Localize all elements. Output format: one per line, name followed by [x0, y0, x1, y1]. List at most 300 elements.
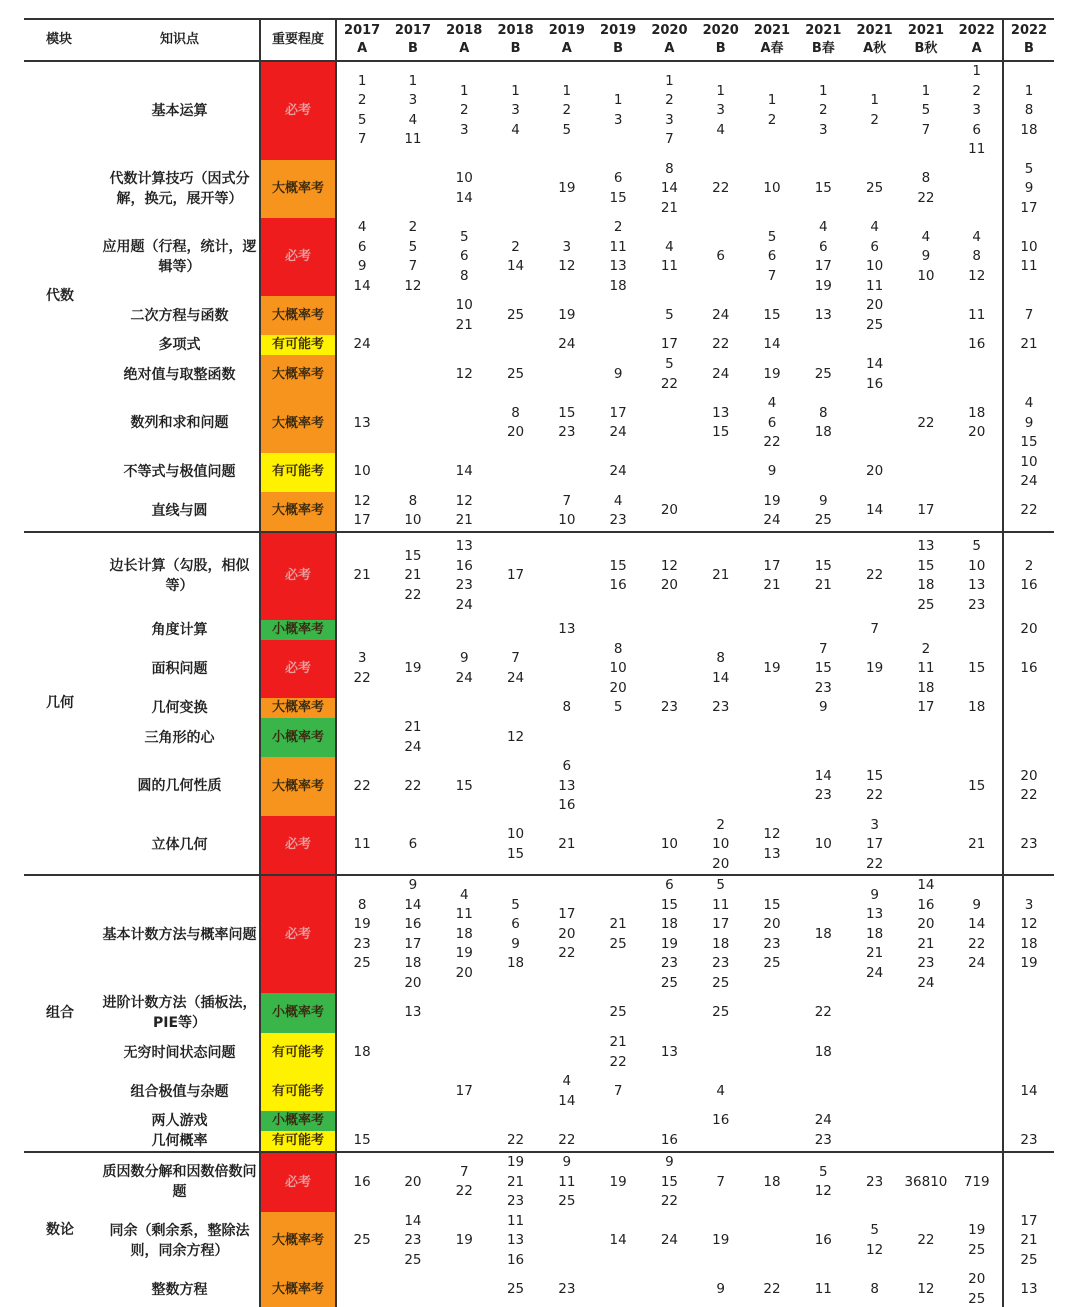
- header-year: 2021: [805, 23, 842, 38]
- problem-numbers-cell: [490, 355, 541, 394]
- knowledge-point: 代数计算技巧（因式分解，换元，展开等）: [109, 170, 250, 207]
- problem-number: 23: [506, 1193, 525, 1209]
- problem-numbers-cell: [592, 640, 643, 699]
- problem-numbers-cell: [490, 160, 541, 219]
- problem-numbers-cell: [1003, 816, 1054, 876]
- problem-number: 25: [917, 596, 935, 613]
- problem-numbers-cell: [439, 1072, 490, 1111]
- problem-numbers-cell: [849, 296, 900, 335]
- problem-numbers-cell: [644, 1152, 695, 1212]
- problem-number: 17: [763, 557, 781, 574]
- problem-numbers-cell: [746, 1152, 797, 1212]
- problem-number: 17: [866, 836, 884, 852]
- problem-numbers-cell: [439, 453, 490, 492]
- problem-numbers-cell: [387, 993, 438, 1033]
- problem-number: 12: [660, 557, 679, 574]
- problem-number: 22: [866, 567, 884, 584]
- problem-number: 3: [408, 92, 418, 109]
- problem-numbers-cell: [592, 1270, 643, 1307]
- module-name: 组合: [24, 875, 100, 1152]
- problem-numbers-cell: [336, 453, 387, 492]
- problem-number: 23: [353, 935, 371, 952]
- problem-numbers-cell: [746, 61, 797, 160]
- problem-number: 20: [866, 297, 884, 313]
- problem-numbers-cell: [900, 993, 951, 1033]
- problem-number: 10: [968, 557, 986, 574]
- module-name: 代数: [24, 61, 100, 532]
- problem-numbers-cell: [1003, 1111, 1054, 1131]
- problem-number: 25: [968, 1290, 986, 1307]
- table-header-row: [24, 19, 1054, 61]
- problem-number: 17: [1020, 199, 1038, 216]
- problem-number: 12: [558, 258, 576, 274]
- problem-number: 9: [357, 258, 367, 274]
- problem-numbers-cell: [387, 61, 438, 160]
- problem-numbers-cell: [1003, 218, 1054, 296]
- problem-numbers-cell: [541, 1270, 592, 1307]
- problem-numbers-cell: [541, 218, 592, 296]
- problem-number: 11: [660, 258, 679, 274]
- knowledge-point: 几何变换: [151, 700, 208, 716]
- problem-number: 14: [866, 502, 884, 519]
- problem-number: 4: [408, 111, 418, 128]
- problem-numbers-cell: [746, 218, 797, 296]
- problem-number: 19: [866, 660, 884, 676]
- problem-numbers-cell: [387, 218, 438, 296]
- problem-number: 18: [917, 679, 935, 696]
- problem-number: 22: [506, 1132, 525, 1149]
- problem-numbers-cell: [1003, 492, 1054, 532]
- importance-badge: 小概率考: [260, 620, 336, 640]
- problem-number: 3: [613, 111, 623, 128]
- problem-number: 14: [455, 463, 473, 480]
- header-year: 2017: [394, 23, 432, 38]
- problem-number: 14: [712, 669, 730, 686]
- problem-numbers-cell: [900, 532, 951, 620]
- problem-number: 11: [1020, 258, 1038, 274]
- problem-number: 5: [870, 1222, 879, 1239]
- problem-number: 6: [562, 758, 572, 774]
- problem-number: 13: [558, 777, 576, 794]
- problem-number: 13: [866, 906, 884, 923]
- problem-number: 5: [459, 228, 469, 245]
- problem-numbers-cell: [439, 394, 490, 453]
- problem-numbers-cell: [490, 698, 541, 718]
- problem-numbers-cell: [592, 355, 643, 394]
- table-row: [24, 620, 1054, 640]
- problem-number: 10: [1020, 238, 1038, 255]
- problem-numbers-cell: [900, 492, 951, 532]
- problem-numbers-cell: [387, 453, 438, 492]
- problem-number: 25: [506, 365, 525, 382]
- importance-badge: 大概率考: [260, 355, 336, 394]
- table-row: [24, 1033, 1054, 1072]
- problem-numbers-cell: [336, 757, 387, 816]
- problem-number: 2: [972, 82, 981, 99]
- problem-number: 14: [763, 336, 781, 353]
- problem-numbers-cell: [900, 1152, 951, 1212]
- problem-number: 22: [558, 1132, 576, 1149]
- importance-badge: 必考: [260, 875, 336, 993]
- problem-number: 8: [459, 267, 469, 284]
- problem-number: 23: [968, 596, 986, 613]
- problem-numbers-cell: [490, 993, 541, 1033]
- problem-numbers-cell: [387, 1131, 438, 1152]
- problem-numbers-cell: [900, 718, 951, 757]
- problem-number: 9: [819, 699, 828, 716]
- problem-number: 9: [972, 896, 981, 913]
- problem-numbers-cell: [849, 620, 900, 640]
- problem-number: 5: [767, 228, 777, 245]
- problem-number: 13: [404, 1004, 422, 1021]
- problem-number: 1: [511, 82, 520, 99]
- knowledge-point: 基本运算: [100, 61, 260, 160]
- table-row: [24, 61, 1054, 160]
- knowledge-point: 应用题（行程，统计，逻辑等）: [102, 239, 257, 275]
- knowledge-point: 面积问题: [151, 660, 208, 677]
- problem-number: 22: [1020, 502, 1038, 519]
- header-exam-column: [695, 19, 746, 61]
- problem-number: 18: [1020, 935, 1038, 952]
- header-year: 2018: [497, 23, 534, 38]
- problem-numbers-cell: [798, 698, 849, 718]
- problem-number: 23: [609, 512, 627, 528]
- problem-numbers-cell: [1003, 453, 1054, 492]
- header-paper: B秋: [914, 41, 938, 56]
- problem-numbers-cell: [439, 160, 490, 219]
- problem-number: 19: [609, 1173, 627, 1190]
- problem-number: 18: [660, 916, 679, 932]
- problem-number: 14: [814, 767, 832, 784]
- problem-numbers-cell: [644, 492, 695, 532]
- header-year: 2020: [702, 23, 739, 38]
- table-row: [24, 757, 1054, 816]
- problem-number: 20: [1020, 620, 1038, 637]
- problem-numbers-cell: [541, 453, 592, 492]
- problem-number: 6: [819, 238, 828, 255]
- problem-number: 19: [763, 365, 781, 382]
- problem-number: 1: [357, 72, 367, 89]
- problem-numbers-cell: [900, 1131, 951, 1152]
- problem-numbers-cell: [952, 218, 1003, 296]
- problem-numbers-cell: [1003, 61, 1054, 160]
- problem-number: 5: [1024, 160, 1034, 177]
- problem-numbers-cell: [336, 218, 387, 296]
- header-year: 2019: [600, 23, 637, 38]
- problem-number: 23: [814, 1132, 832, 1149]
- problem-number: 24: [814, 1112, 832, 1129]
- problem-number: 15: [814, 660, 832, 676]
- problem-numbers-cell: [849, 492, 900, 532]
- problem-numbers-cell: [952, 1270, 1003, 1307]
- problem-numbers-cell: [798, 875, 849, 993]
- problem-number: 14: [609, 1232, 627, 1248]
- problem-numbers-cell: [695, 1212, 746, 1271]
- header-exam-column: [1003, 19, 1054, 61]
- problem-number: 22: [455, 1183, 473, 1200]
- problem-numbers-cell: [541, 335, 592, 355]
- problem-numbers-cell: [695, 355, 746, 394]
- problem-number: 20: [558, 925, 576, 942]
- problem-number: 12: [353, 492, 371, 509]
- problem-numbers-cell: [746, 1131, 797, 1152]
- problem-numbers-cell: [1003, 1033, 1054, 1072]
- problem-number: 14: [506, 258, 525, 274]
- problem-number: 25: [353, 1232, 371, 1248]
- problem-number: 1: [921, 82, 931, 99]
- header-paper: B: [510, 41, 521, 56]
- problem-number: 6: [408, 836, 418, 852]
- problem-numbers-cell: [387, 757, 438, 816]
- problem-numbers-cell: [900, 61, 951, 160]
- problem-numbers-cell: [849, 1131, 900, 1152]
- problem-numbers-cell: [439, 296, 490, 335]
- problem-numbers-cell: [746, 355, 797, 394]
- problem-number: 16: [558, 797, 576, 813]
- table-row: [24, 296, 1054, 335]
- header-exam-column: [387, 19, 438, 61]
- problem-numbers-cell: [952, 453, 1003, 492]
- header-paper: B春: [811, 41, 835, 56]
- problem-numbers-cell: [849, 160, 900, 219]
- problem-numbers-cell: [541, 718, 592, 757]
- problem-number: 25: [558, 1193, 576, 1209]
- problem-number: 11: [712, 896, 730, 913]
- importance-badge: 大概率考: [260, 698, 336, 718]
- problem-numbers-cell: [952, 1033, 1003, 1072]
- problem-numbers-cell: [952, 816, 1003, 876]
- problem-number: 21: [660, 199, 679, 216]
- problem-numbers-cell: [336, 61, 387, 160]
- problem-number: 21: [763, 577, 781, 593]
- problem-numbers-cell: [798, 816, 849, 876]
- table-row: [24, 698, 1054, 718]
- problem-numbers-cell: [849, 1033, 900, 1072]
- problem-number: 11: [917, 660, 935, 676]
- problem-numbers-cell: [1003, 1212, 1054, 1271]
- problem-number: 13: [455, 538, 473, 554]
- problem-numbers-cell: [592, 816, 643, 876]
- problem-number: 13: [353, 414, 371, 431]
- problem-number: 7: [819, 640, 828, 657]
- problem-number: 5: [665, 356, 674, 372]
- importance-badge: 小概率考: [260, 1111, 336, 1131]
- problem-number: 18: [1020, 121, 1038, 138]
- problem-numbers-cell: [490, 1072, 541, 1111]
- header-paper: B: [613, 41, 624, 56]
- problem-numbers-cell: [746, 816, 797, 876]
- table-row: [24, 718, 1054, 757]
- problem-numbers-cell: [746, 640, 797, 699]
- problem-number: 5: [819, 1163, 828, 1180]
- problem-number: 15: [660, 896, 679, 913]
- problem-numbers-cell: [798, 640, 849, 699]
- problem-number: 13: [660, 1043, 679, 1060]
- problem-number: 4: [511, 121, 520, 138]
- problem-number: 17: [506, 567, 525, 584]
- problem-number: 7: [357, 131, 367, 148]
- table-row: [24, 816, 1054, 876]
- problem-number: 22: [866, 787, 884, 804]
- problem-number: 21: [1020, 1232, 1038, 1248]
- problem-numbers-cell: [746, 394, 797, 453]
- problem-number: 9: [870, 886, 879, 903]
- problem-numbers-cell: [798, 453, 849, 492]
- problem-numbers-cell: [849, 1111, 900, 1131]
- problem-number: 19: [455, 945, 473, 962]
- importance-badge: 有可能考: [260, 1131, 336, 1152]
- problem-numbers-cell: [592, 492, 643, 532]
- problem-numbers-cell: [592, 394, 643, 453]
- table-row: [24, 453, 1054, 492]
- problem-number: 25: [404, 1251, 422, 1268]
- problem-numbers-cell: [849, 1072, 900, 1111]
- problem-numbers-cell: [644, 993, 695, 1033]
- problem-number: 16: [353, 1173, 371, 1190]
- problem-numbers-cell: [439, 698, 490, 718]
- problem-numbers-cell: [695, 453, 746, 492]
- problem-number: 20: [660, 577, 679, 593]
- problem-numbers-cell: [387, 640, 438, 699]
- problem-numbers-cell: [592, 532, 643, 620]
- problem-numbers-cell: [952, 875, 1003, 993]
- problem-number: 1: [665, 72, 674, 89]
- problem-number: 18: [763, 1173, 781, 1190]
- problem-number: 19: [404, 660, 422, 676]
- problem-numbers-cell: [798, 218, 849, 296]
- problem-numbers-cell: [900, 1111, 951, 1131]
- problem-number: 9: [613, 365, 623, 382]
- problem-numbers-cell: [849, 532, 900, 620]
- problem-number: 25: [763, 955, 781, 971]
- problem-numbers-cell: [336, 718, 387, 757]
- problem-numbers-cell: [644, 1033, 695, 1072]
- problem-numbers-cell: [644, 875, 695, 993]
- problem-numbers-cell: [952, 993, 1003, 1033]
- problem-numbers-cell: [336, 620, 387, 640]
- problem-number: 14: [558, 1092, 576, 1109]
- problem-number: 1: [819, 82, 828, 99]
- problem-number: 23: [763, 935, 781, 952]
- problem-number: 23: [917, 955, 935, 971]
- problem-number: 10: [814, 836, 832, 852]
- problem-numbers-cell: [798, 160, 849, 219]
- problem-number: 7: [1024, 306, 1034, 323]
- problem-numbers-cell: [849, 61, 900, 160]
- problem-numbers-cell: [1003, 875, 1054, 993]
- problem-numbers-cell: [900, 335, 951, 355]
- problem-number: 25: [866, 180, 884, 196]
- problem-numbers-cell: [490, 296, 541, 335]
- problem-number: 21: [917, 935, 935, 952]
- problem-numbers-cell: [541, 61, 592, 160]
- problem-number: 19: [506, 1154, 525, 1170]
- problem-number: 1: [767, 92, 777, 109]
- problem-numbers-cell: [900, 218, 951, 296]
- table-row: [24, 1131, 1054, 1152]
- problem-numbers-cell: [849, 875, 900, 993]
- knowledge-point: 角度计算: [151, 621, 208, 638]
- problem-number: 10: [455, 170, 473, 187]
- problem-number: 23: [660, 699, 679, 716]
- table-row: [24, 1111, 1054, 1131]
- problem-numbers-cell: [387, 532, 438, 620]
- problem-numbers-cell: [439, 218, 490, 296]
- problem-number: 10: [712, 836, 730, 852]
- problem-number: 23: [558, 1280, 576, 1297]
- problem-numbers-cell: [387, 1033, 438, 1072]
- problem-number: 21: [404, 719, 422, 735]
- problem-numbers-cell: [644, 296, 695, 335]
- problem-numbers-cell: [900, 1270, 951, 1307]
- table-row: [24, 335, 1054, 355]
- importance-badge: 有可能考: [260, 335, 336, 355]
- problem-numbers-cell: [798, 296, 849, 335]
- problem-numbers-cell: [644, 335, 695, 355]
- problem-number: 1: [562, 82, 572, 99]
- problem-number: 22: [609, 1053, 627, 1070]
- problem-numbers-cell: [439, 1033, 490, 1072]
- header-paper: A: [357, 41, 368, 56]
- problem-number: 9: [562, 1154, 572, 1170]
- problem-numbers-cell: [541, 1072, 592, 1111]
- problem-number: 24: [917, 974, 935, 991]
- problem-number: 11: [866, 277, 884, 294]
- problem-numbers-cell: [387, 698, 438, 718]
- problem-number: 16: [1020, 660, 1038, 676]
- problem-number: 15: [763, 896, 781, 913]
- problem-numbers-cell: [1003, 394, 1054, 453]
- problem-number: 13: [558, 620, 576, 637]
- table-row: [24, 492, 1054, 532]
- problem-number: 24: [455, 669, 473, 686]
- problem-number: 18: [968, 404, 986, 421]
- problem-numbers-cell: [490, 875, 541, 993]
- problem-number: 5: [357, 111, 367, 128]
- problem-number: 10: [660, 836, 679, 852]
- problem-number: 7: [459, 1163, 469, 1180]
- problem-number: 22: [404, 586, 422, 603]
- problem-number: 24: [968, 955, 986, 971]
- header-exam-column: [849, 19, 900, 61]
- problem-numbers-cell: [387, 160, 438, 219]
- table-row: [24, 1072, 1054, 1111]
- importance-badge: 大概率考: [260, 1212, 336, 1271]
- problem-numbers-cell: [592, 1212, 643, 1271]
- problem-numbers-cell: [336, 160, 387, 219]
- problem-number: 13: [712, 404, 730, 421]
- problem-numbers-cell: [900, 816, 951, 876]
- problem-number: 22: [712, 180, 730, 196]
- problem-number: 16: [404, 916, 422, 932]
- problem-number: 12: [814, 1183, 832, 1200]
- problem-numbers-cell: [644, 698, 695, 718]
- problem-numbers-cell: [541, 160, 592, 219]
- problem-numbers-cell: [695, 532, 746, 620]
- header-paper: B: [407, 41, 418, 56]
- table-row: [24, 1152, 1054, 1212]
- problem-numbers-cell: [387, 718, 438, 757]
- problem-numbers-cell: [695, 640, 746, 699]
- problem-number: 12: [506, 728, 525, 745]
- knowledge-point: 直线与圆: [151, 503, 208, 519]
- problem-number: 22: [558, 945, 576, 962]
- problem-number: 21: [506, 1173, 525, 1190]
- importance-badge: 必考: [260, 816, 336, 876]
- problem-numbers-cell: [952, 640, 1003, 699]
- importance-badge: 必考: [260, 218, 336, 296]
- problem-numbers-cell: [695, 492, 746, 532]
